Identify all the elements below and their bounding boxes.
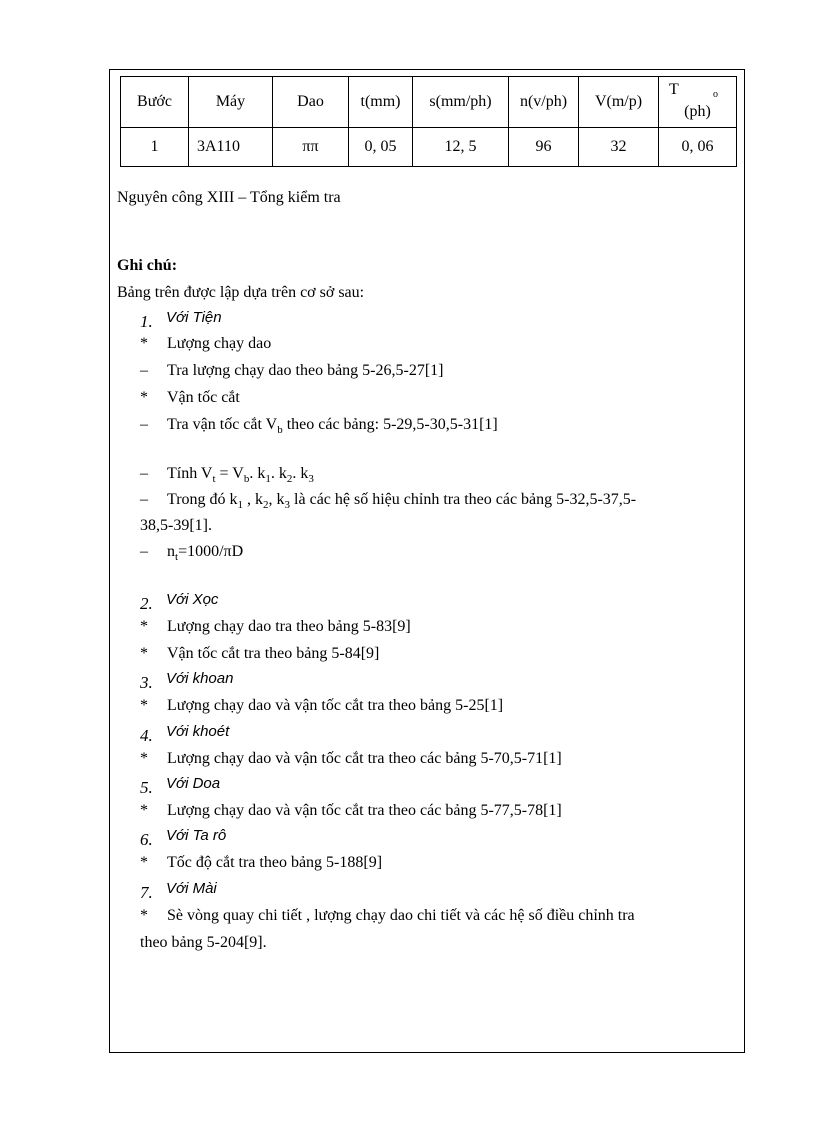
line-text: = V <box>215 465 244 482</box>
section-title: Với Tiện <box>166 309 222 326</box>
header-cell: t(mm) <box>349 77 413 128</box>
dash-marker: – <box>140 491 148 508</box>
bullet-line <box>140 750 562 768</box>
table-cell: 3A110 <box>189 128 273 167</box>
line-text: theo các bảng: 5-29,5-30,5-31[1] <box>286 416 498 433</box>
bullet-line <box>140 389 240 407</box>
table-row <box>121 128 737 167</box>
subscript: 3 <box>308 473 314 486</box>
operation-title: Nguyên công XIII – Tổng kiểm tra <box>117 189 341 206</box>
table-cell: ππ <box>273 128 349 167</box>
subscript: 2 <box>263 499 269 512</box>
line-text: n <box>167 543 175 560</box>
line-text: =1000/πD <box>178 543 244 560</box>
formula-line <box>140 543 243 563</box>
line-text: là các hệ số hiệu chỉnh tra theo các bảng 5-32,5-37,5- <box>294 491 637 508</box>
section-title: Với khoan <box>166 670 234 687</box>
header-cell: n(v/ph) <box>509 77 579 128</box>
line-text: Trong đó k <box>167 491 238 508</box>
star-marker: * <box>140 335 148 352</box>
section-number: 6. <box>140 830 153 849</box>
header-cell: V(m/p) <box>579 77 659 128</box>
header-t: T <box>669 81 679 98</box>
dash-marker: – <box>140 416 148 433</box>
line-text: , k <box>268 491 285 508</box>
table-cell: 12, 5 <box>413 128 509 167</box>
note-heading: Ghi chú: <box>117 257 178 274</box>
dash-marker: – <box>140 465 148 482</box>
section-number: 2. <box>140 594 153 613</box>
note-intro: Bảng trên được lập dựa trên cơ sở sau: <box>117 284 365 301</box>
line-text: Lượng chạy dao và vận tốc cắt tra theo các bảng 5-77,5-78[1] <box>167 802 562 819</box>
star-marker: * <box>140 697 148 714</box>
header-cell: Dao <box>273 77 349 128</box>
section-number: 5. <box>140 778 153 797</box>
dash-marker: – <box>140 543 148 560</box>
subscript: 1 <box>237 499 244 512</box>
line-text: Vận tốc cắt <box>167 389 240 406</box>
line-text: . k <box>270 465 287 482</box>
table-cell: 0, 05 <box>349 128 413 167</box>
section-number: 1. <box>140 312 153 331</box>
cutting-parameters-table <box>120 76 737 167</box>
line-text: Lượng chạy dao tra theo bảng 5-83[9] <box>167 618 411 635</box>
star-marker: * <box>140 854 148 871</box>
line-text: Tra vận tốc cắt V <box>167 416 278 433</box>
line-text: Tốc độ cắt tra theo bảng 5-188[9] <box>167 854 383 871</box>
line-text: Lượng chạy dao <box>167 335 272 352</box>
header-ph: (ph) <box>684 103 711 120</box>
formula-line <box>140 465 314 485</box>
star-marker: * <box>140 750 148 767</box>
table-header-row <box>121 77 737 128</box>
header-cell: Bước <box>121 77 189 128</box>
section-number: 4. <box>140 726 153 745</box>
bullet-line <box>140 907 635 925</box>
subscript: t <box>175 551 179 564</box>
continuation-line: theo bảng 5-204[9]. <box>140 934 267 951</box>
line-text: . k <box>292 465 309 482</box>
line-text: Tra lượng chạy dao theo bảng 5-26,5-27[1] <box>167 362 444 379</box>
bullet-line <box>140 645 379 663</box>
section-title: Với khoét <box>166 723 230 740</box>
subscript: b <box>277 424 283 437</box>
line-text: Lượng chạy dao và vận tốc cắt tra theo bảng 5-25[1] <box>167 697 504 714</box>
line-text: , k <box>243 491 264 508</box>
section-title: Với Doa <box>166 775 221 792</box>
header-cell-time <box>659 77 737 128</box>
table-cell: 0, 06 <box>659 128 737 167</box>
star-marker: * <box>140 802 148 819</box>
section-title: Với Xọc <box>166 591 219 608</box>
dash-line <box>140 362 443 380</box>
dash-marker: – <box>140 362 148 379</box>
bullet-line <box>140 618 411 636</box>
table-cell: 32 <box>579 128 659 167</box>
header-cell: s(mm/ph) <box>413 77 509 128</box>
bullet-line <box>140 802 562 820</box>
subscript: t <box>212 473 216 486</box>
subscript: b <box>243 473 250 486</box>
star-marker: * <box>140 907 148 924</box>
section-title: Với Mài <box>166 880 217 897</box>
continuation-line: 38,5-39[1]. <box>140 517 212 534</box>
bullet-line <box>140 697 503 715</box>
line-text: Sè vòng quay chi tiết , lượng chạy dao chi tiết và các hệ số điều chỉnh tra <box>167 907 635 924</box>
section-number: 7. <box>140 883 153 902</box>
dash-line <box>140 491 636 511</box>
section-title: Với Ta rô <box>166 827 227 844</box>
subscript: 2 <box>286 473 293 486</box>
table-cell: 1 <box>121 128 189 167</box>
line-text: Lượng chạy dao và vận tốc cắt tra theo các bảng 5-70,5-71[1] <box>167 750 562 767</box>
subscript: 3 <box>284 499 291 512</box>
star-marker: * <box>140 389 148 406</box>
star-marker: * <box>140 618 148 635</box>
dash-line <box>140 416 498 436</box>
star-marker: * <box>140 645 148 662</box>
line-text: . k <box>249 465 266 482</box>
header-cell: Máy <box>189 77 273 128</box>
table-cell: 96 <box>509 128 579 167</box>
subscript: 1 <box>265 473 271 486</box>
bullet-line <box>140 335 271 353</box>
line-text: Vận tốc cắt tra theo bảng 5-84[9] <box>167 645 380 662</box>
section-number: 3. <box>140 673 153 692</box>
header-o: o <box>713 89 718 100</box>
line-text: Tính V <box>167 465 213 482</box>
bullet-line <box>140 854 382 872</box>
